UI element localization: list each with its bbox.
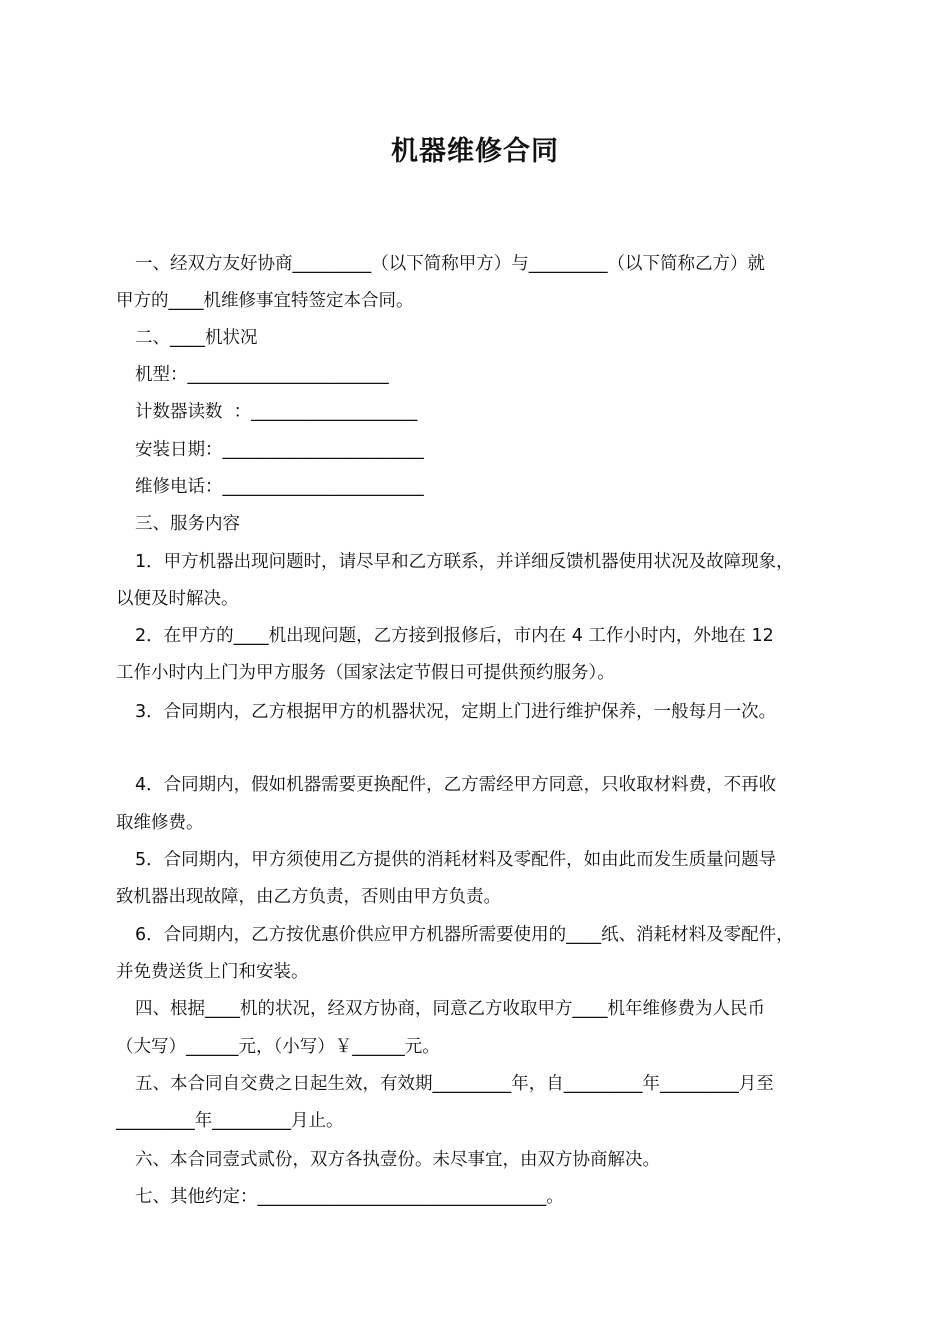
clause-4-line-2: （大写）______元，（小写）￥______元。	[116, 1037, 440, 1057]
item-1-line-1: 1．甲方机器出现问题时，请尽早和乙方联系，并详细反馈机器使用状况及故障现象，	[135, 552, 794, 572]
item-4-line-1: 4．合同期内，假如机器需要更换配件，乙方需经甲方同意，只收取材料费，不再收	[135, 775, 777, 795]
field-install-date: 安装日期：_______________________	[135, 440, 424, 460]
clause-1-line-1: 一、经双方友好协商_________（以下简称甲方）与_________（以下简称乙方）就	[135, 254, 765, 274]
clause-3-heading: 三、服务内容	[135, 514, 240, 534]
clause-6: 六、本合同壹式贰份，双方各执壹份。未尽事宜，由双方协商解决。	[135, 1150, 660, 1170]
field-counter-reading: 计数器读数 ：___________________	[135, 402, 418, 422]
item-2-line-1: 2．在甲方的____机出现问题，乙方接到报修后，市内在 4 工作小时内，外地在 12	[135, 626, 774, 646]
clause-1-line-2: 甲方的____机维修事宜特签定本合同。	[116, 291, 414, 311]
clause-5-line-2: _________年_________月止。	[116, 1111, 344, 1131]
item-2-line-2: 工作小时内上门为甲方服务（国家法定节假日可提供预约服务）。	[116, 663, 615, 683]
document-title: 机器维修合同	[391, 136, 559, 167]
item-6-line-2: 并免费送货上门和安装。	[116, 962, 309, 982]
field-model: 机型：_______________________	[135, 365, 389, 385]
item-4-line-2: 取维修费。	[116, 813, 204, 833]
item-1-line-2: 以便及时解决。	[116, 589, 239, 609]
item-3: 3．合同期内，乙方根据甲方的机器状况，定期上门进行维护保养，一般每月一次。	[135, 702, 777, 722]
item-6-line-1: 6．合同期内，乙方按优惠价供应甲方机器所需要使用的____纸、消耗材料及零配件，	[135, 925, 794, 945]
item-5-line-1: 5．合同期内，甲方须使用乙方提供的消耗材料及零配件，如由此而发生质量问题导	[135, 850, 777, 870]
item-5-line-2: 致机器出现故障，由乙方负责，否则由甲方负责。	[116, 887, 501, 907]
field-repair-phone: 维修电话：_______________________	[135, 477, 424, 497]
clause-2-heading: 二、____机状况	[135, 328, 258, 348]
clause-5-line-1: 五、本合同自交费之日起生效，有效期_________年，自_________年_________月至	[135, 1074, 774, 1094]
clause-7: 七、其他约定：_________________________________。	[135, 1187, 564, 1207]
clause-4-line-1: 四、根据____机的状况，经双方协商，同意乙方收取甲方____机年维修费为人民币	[135, 999, 765, 1019]
